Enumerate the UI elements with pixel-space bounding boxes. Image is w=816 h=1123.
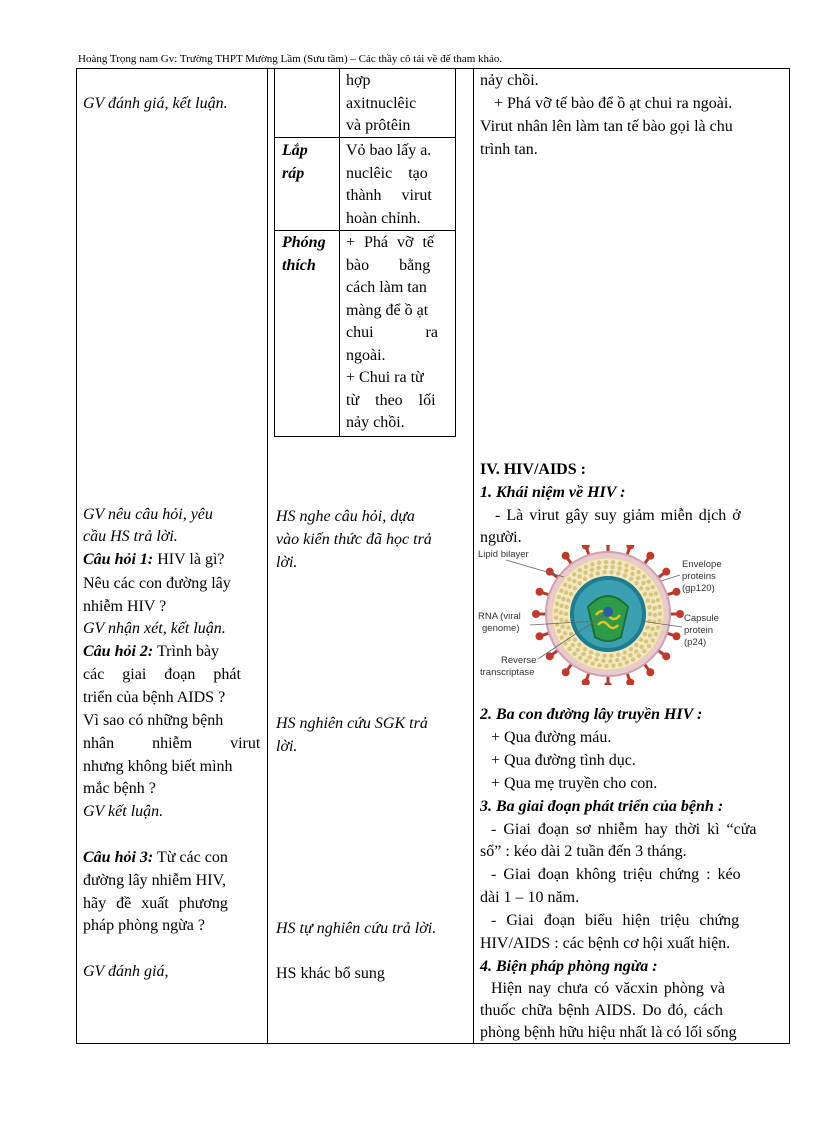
question-2-line2: các giai đoạn phát <box>83 666 241 683</box>
gv-evaluate: GV đánh giá, <box>83 963 169 980</box>
matrix-protein-dot <box>571 643 575 647</box>
matrix-protein-dot <box>641 581 645 585</box>
envelope-protein-knob <box>676 610 684 618</box>
stage2-line1: - Giai đoạn không triệu chứng : kéo <box>491 866 741 883</box>
matrix-protein-dot <box>652 620 656 624</box>
label-rna-1: RNA (viral <box>478 611 521 622</box>
matrix-protein-dot <box>589 573 593 577</box>
hs-listen-line2: vào kiến thức đã học trả <box>276 531 432 548</box>
matrix-protein-dot <box>602 570 606 574</box>
matrix-protein-dot <box>576 648 580 652</box>
matrix-protein-dot <box>639 645 643 649</box>
matrix-protein-dot <box>657 605 661 609</box>
gv-ask-question-line1: GV nêu câu hỏi, yêu <box>83 506 213 523</box>
matrix-protein-dot <box>572 652 576 656</box>
stage3-line1: - Giai đoạn biểu hiện triệu chứng <box>491 912 740 929</box>
envelope-protein-knob <box>604 545 612 546</box>
matrix-protein-dot <box>611 664 615 668</box>
matrix-protein-dot <box>618 662 622 666</box>
matrix-protein-dot <box>584 659 588 663</box>
question-2-line4: Vì sao có những bệnh <box>83 712 224 729</box>
matrix-protein-dot <box>557 595 561 599</box>
matrix-protein-dot <box>568 584 572 588</box>
hiv-virion-illustration <box>532 545 684 685</box>
matrix-protein-dot <box>602 654 606 658</box>
stage2-line2: dài 1 – 10 năm. <box>480 889 580 906</box>
matrix-protein-dot <box>589 650 593 654</box>
matrix-protein-dot <box>631 657 635 661</box>
matrix-protein-dot <box>554 609 558 613</box>
matrix-protein-dot <box>581 652 585 656</box>
matrix-protein-dot <box>583 647 587 651</box>
matrix-protein-dot <box>654 632 658 636</box>
question-3-line2: đường lây nhiễm HIV, <box>83 872 227 889</box>
matrix-protein-dot <box>611 560 615 564</box>
matrix-protein-dot <box>584 565 588 569</box>
matrix-protein-dot <box>615 658 619 662</box>
matrix-protein-dot <box>554 615 558 619</box>
matrix-protein-dot <box>657 619 661 623</box>
matrix-protein-dot <box>567 577 571 581</box>
label-envelope-3: (gp120) <box>682 583 715 594</box>
question-3: Câu hỏi 3: Từ các con <box>83 849 228 866</box>
label-capsule-2: protein <box>684 625 714 636</box>
matrix-protein-dot <box>637 570 641 574</box>
matrix-protein-dot <box>573 638 577 642</box>
matrix-protein-dot <box>625 660 629 664</box>
matrix-protein-dot <box>603 565 607 569</box>
section-iv-title: IV. HIV/AIDS : <box>480 461 586 478</box>
matrix-protein-dot <box>572 572 576 576</box>
envelope-protein-knob <box>582 545 590 550</box>
envelope-protein-knob <box>662 652 670 660</box>
inner-row3-content: + Phá vỡ tế bào bằng cách làm tan màng để ồ ạt chui ra ngoài. + Chui ra từ từ theo lối nảy chồi. <box>346 234 438 431</box>
question-2-line3: triển của bệnh AIDS ? <box>83 689 226 706</box>
inner-row3-stage: Phóng thích <box>282 234 326 274</box>
matrix-protein-dot <box>651 599 655 603</box>
hiv-concept-line2: người. <box>480 529 522 546</box>
matrix-protein-dot <box>643 632 647 636</box>
matrix-protein-dot <box>611 565 615 569</box>
lytic-cycle-line2: trình tan. <box>480 141 538 158</box>
matrix-protein-dot <box>654 591 658 595</box>
label-reverse-2: transcriptase <box>480 667 535 678</box>
matrix-protein-dot <box>588 655 592 659</box>
matrix-protein-dot <box>567 647 571 651</box>
matrix-protein-dot <box>590 568 594 572</box>
envelope-protein-knob <box>604 682 612 685</box>
matrix-protein-dot <box>594 657 598 661</box>
matrix-protein-dot <box>646 598 650 602</box>
envelope-protein-knob <box>672 588 680 596</box>
matrix-protein-dot <box>597 566 601 570</box>
matrix-protein-dot <box>622 656 626 660</box>
hs-listen-line1: HS nghe câu hỏi, dựa <box>276 508 415 525</box>
gv-evaluate-conclude: GV đánh giá, kết luận. <box>83 95 228 112</box>
matrix-protein-dot <box>628 653 632 657</box>
matrix-protein-dot <box>597 561 601 565</box>
matrix-protein-dot <box>597 663 601 667</box>
matrix-protein-dot <box>629 577 633 581</box>
matrix-protein-dot <box>604 664 608 668</box>
matrix-protein-dot <box>609 570 613 574</box>
prevention-line3: phòng bệnh hữu hiệu nhất là có lối sống <box>480 1024 737 1041</box>
matrix-protein-dot <box>648 612 652 616</box>
matrix-protein-dot <box>651 638 655 642</box>
question-2-line5: nhân nhiễm virut <box>83 735 261 752</box>
envelope-protein-knob <box>532 610 540 618</box>
matrix-protein-dot <box>643 592 647 596</box>
matrix-protein-dot <box>564 605 568 609</box>
route-sexual: + Qua đường tình dục. <box>491 752 636 769</box>
matrix-protein-dot <box>616 653 620 657</box>
matrix-protein-dot <box>650 627 654 631</box>
matrix-protein-dot <box>583 571 587 575</box>
matrix-protein-dot <box>563 583 567 587</box>
matrix-protein-dot <box>642 574 646 578</box>
label-lipid-bilayer: Lipid bilayer <box>478 549 529 560</box>
label-capsule-1: Capsule <box>684 613 719 624</box>
matrix-protein-dot <box>583 577 587 581</box>
prevention-line1: Hiện nay chưa có văcxin phòng và <box>491 980 725 997</box>
matrix-protein-dot <box>658 612 662 616</box>
matrix-protein-dot <box>639 638 643 642</box>
question-2: Câu hỏi 2: Trình bày <box>83 643 220 660</box>
envelope-protein-knob <box>626 545 634 550</box>
matrix-protein-dot <box>649 593 653 597</box>
hiv-concept-line1: - Là virut gây suy giảm miễn dịch ở <box>495 507 741 524</box>
question-3-line3: hãy đề xuất phương <box>83 895 228 912</box>
matrix-protein-dot <box>639 586 643 590</box>
matrix-protein-dot <box>624 569 628 573</box>
envelope-protein-knob <box>626 678 634 685</box>
envelope-protein-knob <box>546 652 554 660</box>
gv-comment: GV nhận xét, kết luận. <box>83 620 226 637</box>
stage1-line1: - Giai đoạn sơ nhiễm hay thời kì “cửa <box>491 821 757 838</box>
matrix-protein-dot <box>601 659 605 663</box>
label-envelope-1: Envelope <box>682 559 722 570</box>
matrix-protein-dot <box>652 606 656 610</box>
matrix-protein-dot <box>564 612 568 616</box>
matrix-protein-dot <box>577 581 581 585</box>
matrix-protein-dot <box>647 644 651 648</box>
matrix-protein-dot <box>609 654 613 658</box>
matrix-protein-dot <box>637 654 641 658</box>
matrix-protein-dot <box>555 602 559 606</box>
label-envelope-2: proteins <box>682 571 716 582</box>
envelope-protein-knob <box>582 678 590 685</box>
envelope-protein-knob <box>536 588 544 596</box>
matrix-protein-dot <box>566 625 570 629</box>
matrix-protein-dot <box>560 604 564 608</box>
matrix-protein-dot <box>647 605 651 609</box>
envelope-protein-knob <box>662 568 670 576</box>
hiv-concept-heading: 1. Khái niệm về HIV : <box>480 484 626 501</box>
matrix-protein-dot <box>596 571 600 575</box>
matrix-protein-dot <box>559 635 563 639</box>
matrix-protein-dot <box>634 581 638 585</box>
matrix-protein-dot <box>569 632 573 636</box>
matrix-protein-dot <box>616 571 620 575</box>
hiv-structure-diagram <box>476 545 732 685</box>
transmission-heading: 2. Ba con đường lây truyền HIV : <box>480 706 703 723</box>
matrix-protein-dot <box>644 639 648 643</box>
hs-study-line1: HS nghiên cứu SGK trả <box>276 715 428 732</box>
inner-row2-content: Vỏ bao lấy a. nuclêic tạo thành virut hoàn chỉnh. <box>346 142 432 227</box>
budding-text: nảy chồi. <box>480 72 539 89</box>
question-2-line6: nhưng không biết mình <box>83 758 233 775</box>
matrix-protein-dot <box>578 656 582 660</box>
matrix-protein-dot <box>591 662 595 666</box>
label-reverse-1: Reverse <box>501 655 537 666</box>
envelope-protein-knob <box>562 552 570 560</box>
lytic-cycle-line1: Virut nhân lên làm tan tế bào gọi là chu <box>480 118 733 135</box>
label-rna-2: genome) <box>482 623 520 634</box>
stage1-line2: sổ” : kéo dài 2 tuần đến 3 tháng. <box>480 843 687 860</box>
hs-self-study: HS tự nghiên cứu trả lời. <box>276 920 437 937</box>
envelope-protein-knob <box>672 632 680 640</box>
envelope-protein-knob <box>536 632 544 640</box>
question-1: Câu hỏi 1: HIV là gì? <box>83 551 225 568</box>
matrix-protein-dot <box>559 589 563 593</box>
matrix-protein-dot <box>645 626 649 630</box>
matrix-protein-dot <box>572 579 576 583</box>
matrix-protein-dot <box>573 586 577 590</box>
hs-supplement: HS khác bổ sung <box>276 965 385 982</box>
matrix-protein-dot <box>559 611 563 615</box>
hs-listen-line3: lời. <box>276 554 298 571</box>
matrix-protein-dot <box>653 613 657 617</box>
lysis-text: + Phá vỡ tế bào để ồ ạt chui ra ngoài. <box>494 95 733 112</box>
matrix-protein-dot <box>564 590 568 594</box>
label-capsule-3: (p24) <box>684 637 707 648</box>
matrix-protein-dot <box>629 647 633 651</box>
matrix-protein-dot <box>645 586 649 590</box>
matrix-protein-dot <box>561 597 565 601</box>
matrix-protein-dot <box>650 585 654 589</box>
envelope-protein-knob <box>646 668 654 676</box>
matrix-protein-dot <box>623 573 627 577</box>
route-blood: + Qua đường máu. <box>491 729 612 746</box>
matrix-protein-dot <box>618 561 622 565</box>
matrix-protein-dot <box>577 574 581 578</box>
matrix-protein-dot <box>590 562 594 566</box>
stage3-line2: HIV/AIDS : các bệnh cơ hội xuất hiện. <box>480 935 731 952</box>
matrix-protein-dot <box>648 633 652 637</box>
envelope-protein-knob <box>646 552 654 560</box>
matrix-protein-dot <box>577 643 581 647</box>
gv-ask-question-line2: cầu HS trả lời. <box>83 528 178 545</box>
matrix-protein-dot <box>595 652 599 656</box>
matrix-protein-dot <box>604 560 608 564</box>
matrix-protein-dot <box>563 631 567 635</box>
matrix-protein-dot <box>656 625 660 629</box>
matrix-protein-dot <box>656 598 660 602</box>
prevention-line2: thuốc chữa bệnh AIDS. Do đó, cách <box>480 1002 723 1019</box>
matrix-protein-dot <box>647 579 651 583</box>
matrix-protein-dot <box>642 649 646 653</box>
matrix-protein-dot <box>559 618 563 622</box>
matrix-protein-dot <box>608 659 612 663</box>
matrix-protein-dot <box>623 650 627 654</box>
page-header: Hoàng Trọng nam Gv: Trường THPT Mường Lầm (Sưu tầm) – Các thầy cô tải về để tham khảo. <box>78 53 503 65</box>
gv-conclude: GV kết luận. <box>83 803 164 820</box>
hs-study-line2: lời. <box>276 738 298 755</box>
stages-heading: 3. Ba giai đoạn phát triển của bệnh : <box>480 798 724 815</box>
question-1-line3: nhiễm HIV ? <box>83 598 167 615</box>
inner-row2-stage: Lắp ráp <box>282 142 308 182</box>
matrix-protein-dot <box>636 576 640 580</box>
matrix-protein-dot <box>578 568 582 572</box>
inner-row1-content: hợp axitnuclêic và prôtêin <box>346 72 417 134</box>
matrix-protein-dot <box>561 624 565 628</box>
question-3-line4: pháp phòng ngừa ? <box>83 917 205 934</box>
matrix-protein-dot <box>569 592 573 596</box>
envelope-protein-knob <box>562 668 570 676</box>
matrix-protein-dot <box>617 566 621 570</box>
question-2-line7: mắc bệnh ? <box>83 780 156 797</box>
matrix-protein-dot <box>634 643 638 647</box>
matrix-protein-dot <box>634 649 638 653</box>
prevention-heading: 4. Biện pháp phòng ngừa : <box>480 958 658 975</box>
matrix-protein-dot <box>557 629 561 633</box>
matrix-protein-dot <box>630 572 634 576</box>
matrix-protein-dot <box>566 598 570 602</box>
matrix-protein-dot <box>624 563 628 567</box>
route-mother-child: + Qua mẹ truyền cho con. <box>491 775 658 792</box>
question-1-line2: Nêu các con đường lây <box>83 575 231 592</box>
matrix-protein-dot <box>631 566 635 570</box>
